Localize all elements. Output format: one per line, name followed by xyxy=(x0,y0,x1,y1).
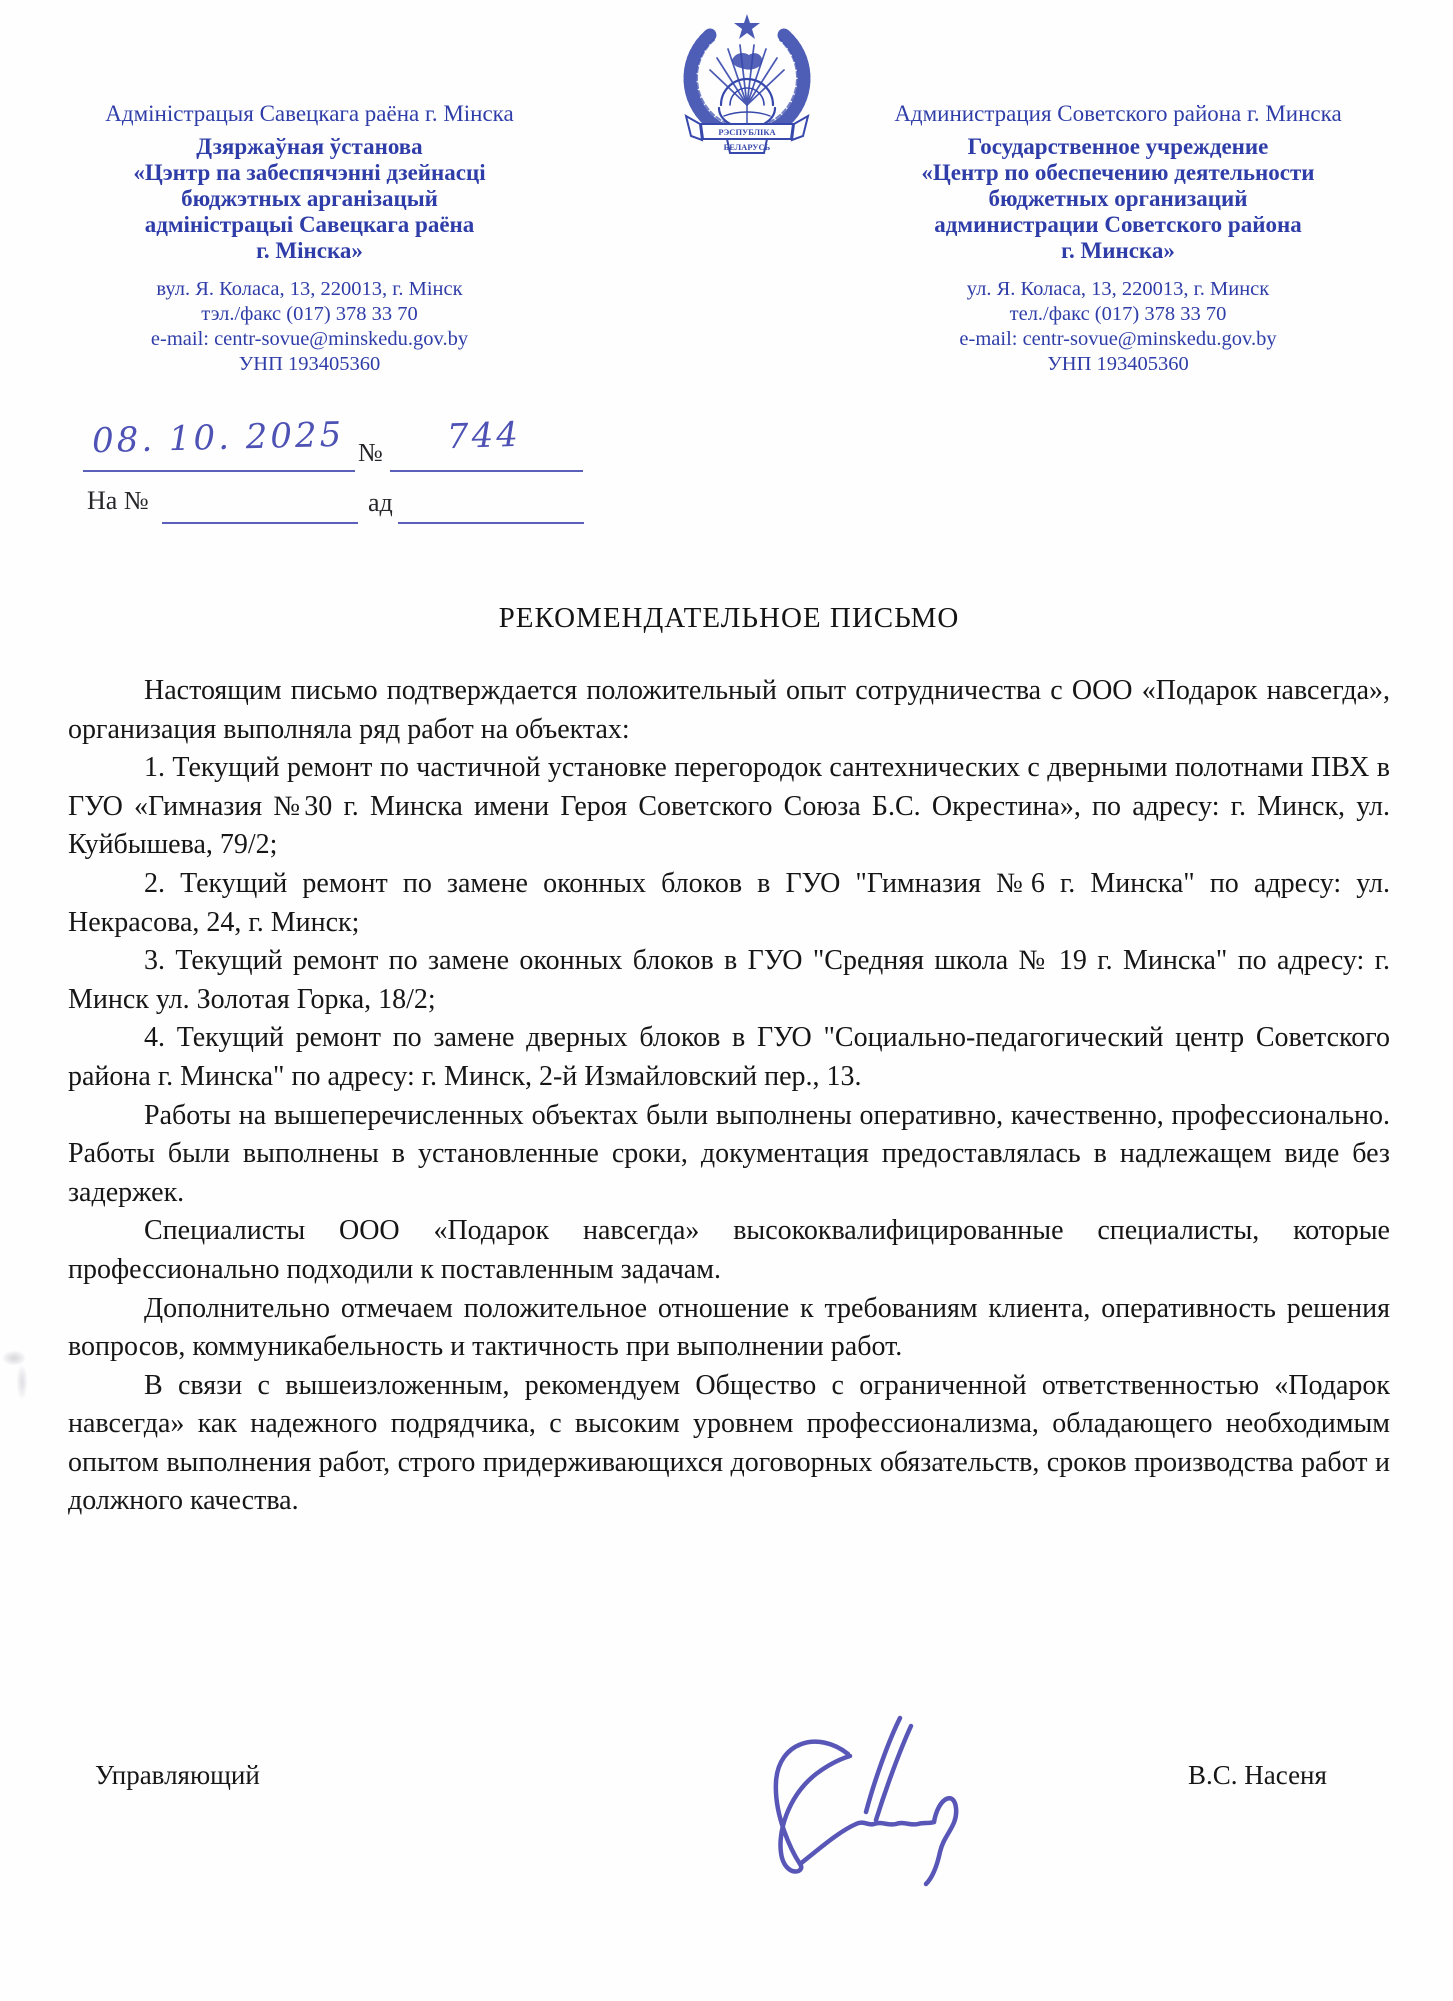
left-org-line-1: Дзяржаўная ўстанова xyxy=(196,134,423,159)
ad-label: ад xyxy=(368,488,393,517)
date-underline xyxy=(83,470,355,472)
scan-artifact xyxy=(0,1332,42,1410)
letter-body xyxy=(68,672,1390,1521)
right-org-line-5: г. Минска» xyxy=(1061,238,1175,263)
body-paragraph: Работы на вышеперечисленных объектах были выполнены оперативно, качественно, профессионально. Работы были выполнены в установленные сроки, документация предоставлялась в надлежащем виде без задержек. xyxy=(68,1099,1390,1208)
number-sign: № xyxy=(358,438,383,467)
left-address-line-2: тэл./факс (017) 378 33 70 xyxy=(201,303,418,325)
left-org-line-2: «Цэнтр па забеспячэнні дзейнасці xyxy=(133,160,486,185)
left-org-line-4: адміністрацыі Савецкага раёна xyxy=(144,212,475,237)
right-org-line-4: администрации Советского района xyxy=(934,212,1302,237)
ad-underline xyxy=(398,522,584,524)
left-address-unp: УНП 193405360 xyxy=(238,353,381,375)
body-paragraph: Настоящим письмо подтверждается положительный опыт сотрудничества с ООО «Подарок навсегда», организация выполняла ряд работ на объектах: xyxy=(68,675,1390,745)
letterhead-left xyxy=(72,100,547,377)
body-paragraph: 4. Текущий ремонт по замене дверных блоков в ГУО "Социально-педагогический центр Советского района г. Минска" по адресу: г. Минск, 2-й Измайловский пер., 13. xyxy=(68,1022,1390,1092)
left-org-line-3: бюджэтных арганізацый xyxy=(181,186,438,211)
letterhead-right xyxy=(833,100,1403,377)
left-admin-line: Адміністрацыя Савецкага раёна г. Мінска xyxy=(105,101,514,126)
right-address-email: e-mail: centr-sovue@minskedu.gov.by xyxy=(959,328,1277,350)
body-paragraph: 3. Текущий ремонт по замене оконных блоков в ГУО "Средняя школа № 19 г. Минска" по адресу: г. Минск ул. Золотая Горка, 18/2; xyxy=(68,945,1390,1015)
body-paragraph: В связи с вышеизложенным, рекомендуем Общество с ограниченной ответственностью «Подарок навсегда» как надежного подрядчика, с высоким уровнем профессионализма, обладающего необходимым опытом выполнения работ, строго придерживающихся договорных обязательств, сроков производства работ и должного качества. xyxy=(68,1369,1390,1517)
emblem-ribbon-text-1: РЭСПУБЛІКА xyxy=(718,127,776,137)
right-org-line-1: Государственное учреждение xyxy=(967,134,1269,159)
right-org-line-3: бюджетных организаций xyxy=(988,186,1248,211)
body-paragraph: Специалисты ООО «Подарок навсегда» высококвалифицированные специалисты, которые профессионально подходили к поставленным задачам. xyxy=(68,1215,1390,1285)
body-paragraph: Дополнительно отмечаем положительное отношение к требованиям клиента, оперативность решения вопросов, коммуникабельность и тактичность при выполнении работ. xyxy=(68,1292,1390,1363)
left-address-email: e-mail: centr-sovue@minskedu.gov.by xyxy=(150,328,469,350)
left-org-line-5: г. Мінска» xyxy=(256,238,363,263)
right-address-line-2: тел./факс (017) 378 33 70 xyxy=(1009,303,1227,325)
right-address-unp: УНП 193405360 xyxy=(1047,353,1189,375)
right-admin-line: Администрация Советского района г. Минска xyxy=(894,101,1342,126)
emblem-ribbon-text-2: БЕЛАРУСЬ xyxy=(723,142,771,152)
left-address-line-1: вул. Я. Коласа, 13, 220013, г. Мінск xyxy=(156,278,463,300)
body-paragraph: 1. Текущий ремонт по частичной установке перегородок сантехнических с дверными полотнами ПВХ в ГУО «Гимназия №30 г. Минска имени Героя Советского Союза Б.С. Окрестина», по адресу: г. Минск, ул. Куйбышева, 79/2; xyxy=(68,752,1390,861)
body-paragraph: 2. Текущий ремонт по замене оконных блоков в ГУО "Гимназия №6 г. Минска" по адресу: ул. Некрасова, 24, г. Минск; xyxy=(68,867,1390,938)
na-no-underline xyxy=(162,522,358,524)
coat-of-arms-icon xyxy=(672,10,822,158)
number-underline xyxy=(390,470,583,472)
document-title: РЕКОМЕНДАТЕЛЬНОЕ ПИСЬМО xyxy=(498,602,960,634)
right-org-line-2: «Центр по обеспечению деятельности xyxy=(921,160,1315,185)
na-no-label: На № xyxy=(87,486,149,515)
handwritten-date: 08. 10. 2025 xyxy=(91,414,345,462)
right-address-line-1: ул. Я. Коласа, 13, 220013, г. Минск xyxy=(966,278,1270,300)
handwritten-number: 744 xyxy=(446,414,522,458)
signature-icon xyxy=(748,1712,968,1907)
signoff-name: В.С. Насеня xyxy=(1188,1760,1327,1790)
signoff-position: Управляющий xyxy=(95,1760,260,1790)
